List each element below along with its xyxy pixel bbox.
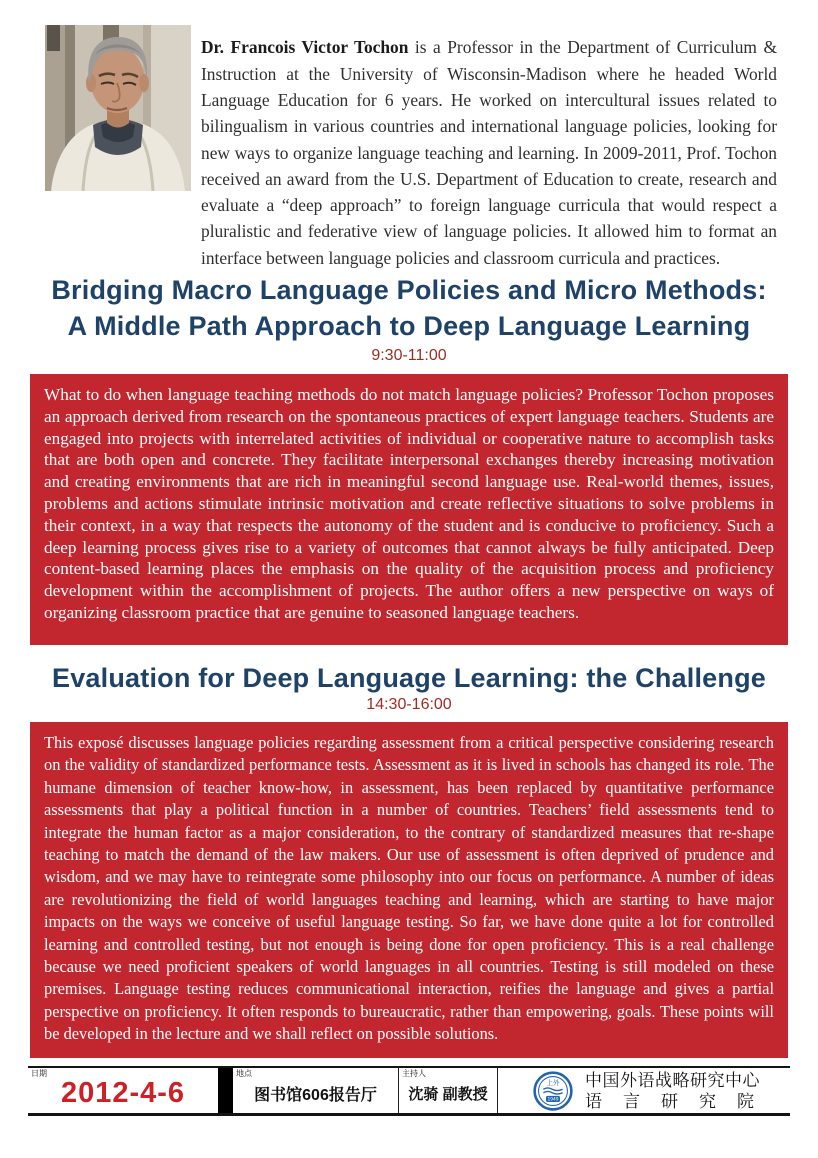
talk1-title — [0, 272, 818, 344]
seal-top-text: 上外 — [546, 1078, 560, 1087]
venue-value: 图书馆606报告厅 — [254, 1087, 377, 1104]
talk1-title-line1: Bridging Macro Language Policies and Micro Methods: — [51, 275, 767, 305]
talk2-title-line1: Evaluation for Deep Language Learning: the Challenge — [52, 663, 766, 693]
professor-portrait-illustration — [45, 25, 191, 191]
date-cell — [28, 1068, 218, 1113]
organization-cell — [497, 1068, 790, 1113]
professor-bio — [201, 34, 777, 271]
talk1-time: 9:30-11:00 — [371, 347, 447, 364]
university-seal-icon — [532, 1070, 574, 1112]
talk2-abstract: This exposé discusses language policies regarding assessment from a critical perspective considering research on the validity of standardized performance tests. Assessment as it is lived in schools has changed its role. The humane dimension of teacher know-how, in assessment, has been replaced by quantitative performance assessments that play a political function in a number of countries. Teachers’ field assessments tend to integrate the human factor as a major consideration, to the contrary of standardized measures that re-shape teaching to match the demand of the law makers. Our use of assessment is often deprived of prudence and wisdom, and we may have to reintegrate some philosophy into our focus on performance. A number of ideas are revolutionizing the field of world languages teaching and learning, which are starting to have major impacts on the ways we conceive of useful language testing. So far, we have done quite a lot for controlled learning and controlled testing, but not enough is being done for open proficiency. This is a real challenge because we need proficient speakers of world languages in all countries. Testing is still modeled on these premises. Language testing reduces communicational interaction, reifies the language and gives a partial perspective on proficiency. It often responds to bureaucratic, rather than empowering, goals. These points will be developed in the lecture and we shall reflect on possible solutions. — [30, 722, 788, 1058]
seal-year-text: 1949 — [547, 1097, 559, 1103]
venue-label: 地点 — [236, 1069, 252, 1078]
talk1-abstract: What to do when language teaching methods do not match language policies? Professor Tochon proposes an approach derived from research on the spontaneous practices of expert language teachers. Students are engaged into projects with interrelated activities of individual or cooperative nature to accomplish tasks that are both open and concrete. They facilitate interpersonal exchanges thereby increasing motivation and creating environments that are rich in meaningful second language use. Real-world themes, issues, problems and actions stimulate intrinsic motivation and create reflective situations to solve problems in their context, in a way that respects the autonomy of the student and is conducive to proficiency. Such a deep learning process gives rise to a variety of outcomes that cannot always be fully anticipated. Deep content-based learning places the emphasis on the quality of the acquisition process and proficiency development within the accomplishment of projects. The author offers a new perspective on ways of organizing classroom practice that are genuine to seasoned language teachers. — [30, 374, 788, 645]
venue-cell — [233, 1068, 398, 1113]
professor-photo — [45, 25, 191, 191]
talk1-title-line2: A Middle Path Approach to Deep Language Learning — [67, 311, 751, 341]
professor-name: Dr. Francois Victor Tochon — [201, 37, 409, 58]
date-label: 日期 — [31, 1069, 47, 1078]
host-label: 主持人 — [402, 1069, 426, 1078]
date-value: 2012-4-6 — [60, 1076, 186, 1109]
talk2-title — [0, 660, 818, 696]
organization-names — [585, 1070, 775, 1112]
organization-name-line2: 语言研究院 — [585, 1091, 775, 1111]
host-value: 沈骑 副教授 — [408, 1086, 488, 1103]
host-cell — [398, 1068, 497, 1113]
talk2-time: 14:30-16:00 — [366, 696, 452, 713]
divider-bar — [218, 1068, 233, 1113]
organization-name-line1: 中国外语战略研究中心 — [585, 1070, 760, 1090]
info-bar — [28, 1066, 790, 1116]
professor-bio-text: is a Professor in the Department of Curriculum & Instruction at the University of Wisconsin-Madison where he headed World Language Education for 6 years. He worked on intercultural issues related to bilingualism in various countries and international language policies, looking for new ways to organize language teaching and learning. In 2009-2011, Prof. Tochon received an award from the U.S. Department of Education to create, research and evaluate a “deep approach” to foreign language curricula that would respect a pluralistic and federative view of language policies. It allowed him to format an interface between language policies and classroom curricula and practices. — [201, 37, 777, 268]
